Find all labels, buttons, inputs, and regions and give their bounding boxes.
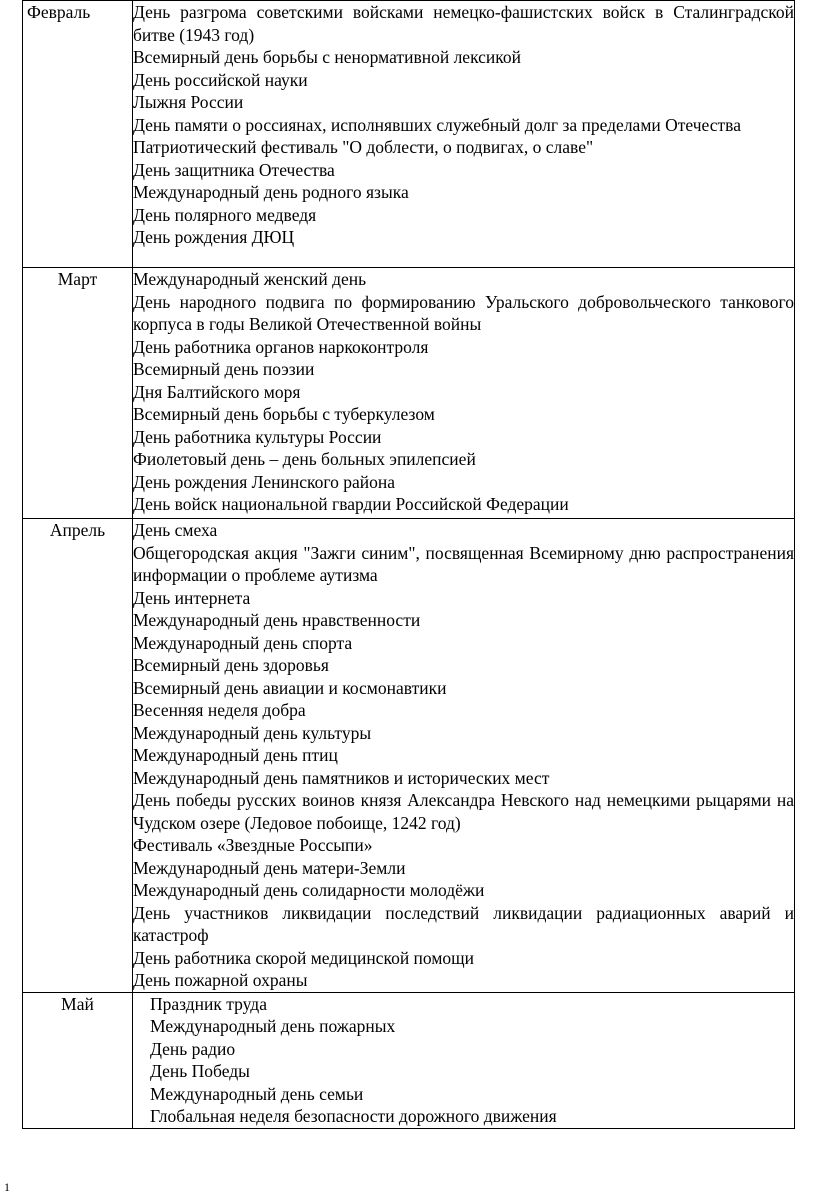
event-item: День пожарной охраны	[133, 970, 308, 990]
event-item: Международный день птиц	[133, 745, 338, 765]
event-item: День рождения ДЮЦ	[133, 227, 295, 247]
event-item: День интернета	[133, 587, 251, 608]
event-item: День полярного медведя	[133, 204, 317, 225]
event-item: День победы русских воинов князя Александра Невского над немецкими рыцарями на Чудском озере (Ледовое побоище, 1242 год)	[133, 790, 794, 833]
event-item: Общегородская акция "Зажги синим", посвященная Всемирному дню распространения информации о проблеме аутизма	[133, 542, 794, 585]
month-row	[23, 268, 795, 519]
event-item: Всемирный день поэзии	[133, 359, 315, 379]
events-calendar-table	[22, 0, 795, 1129]
event-item: День радио	[150, 1038, 236, 1059]
event-item: Международный день спорта	[133, 632, 353, 653]
event-item: Международный день культуры	[133, 722, 372, 743]
event-item: День работника культуры России	[133, 426, 382, 447]
event-item: Международный день родного языка	[133, 182, 409, 202]
event-item: День работника скорой медицинской помощи	[133, 947, 475, 968]
event-item: День работника органов наркоконтроля	[133, 336, 429, 357]
event-item: Международный день солидарности молодёжи	[133, 880, 485, 900]
event-item: День Победы	[150, 1061, 250, 1081]
event-list	[133, 519, 795, 993]
footnote-marker: 1	[4, 1180, 10, 1194]
event-item: Весенняя неделя добра	[133, 700, 306, 720]
event-item: Международный день семьи	[150, 1083, 364, 1104]
event-item: День российской науки	[133, 69, 308, 90]
event-item: Лыжня России	[133, 92, 244, 112]
event-item: Международный женский день	[133, 269, 367, 289]
event-item: Дня Балтийского моря	[133, 381, 301, 402]
event-item: День войск национальной гвардии Российской Федерации	[133, 494, 569, 514]
month-name: Май	[23, 992, 133, 1128]
event-item: Международный день памятников и исторических мест	[133, 767, 550, 788]
event-item: День рождения Ленинского района	[133, 471, 395, 492]
event-item: Международный день пожарных	[150, 1016, 396, 1036]
event-item: Международный день матери-Земли	[133, 857, 406, 878]
month-name: Апрель	[23, 519, 133, 993]
event-item: Всемирный день здоровья	[133, 655, 329, 675]
month-row	[23, 519, 795, 993]
event-item: Всемирный день борьбы с ненормативной лексикой	[133, 47, 521, 67]
event-item: День участников ликвидации последствий ликвидации радиационных аварий и катастроф	[133, 902, 794, 945]
event-item: Фиолетовый день – день больных эпилепсией	[133, 449, 476, 469]
event-item: День памяти о россиянах, исполнявших служебный долг за пределами Отечества	[133, 114, 741, 135]
event-item: День разгрома советскими войсками немецко-фашистских войск в Сталинградской битве (1943 год)	[133, 2, 794, 45]
event-item: Фестиваль «Звездные Россыпи»	[133, 835, 373, 855]
event-item: Праздник труда	[150, 993, 267, 1014]
month-row	[23, 1, 795, 268]
event-item: Всемирный день авиации и космонавтики	[133, 677, 447, 698]
event-item: Международный день нравственности	[133, 610, 421, 630]
event-item: Патриотический фестиваль "О доблести, о подвигах, о славе"	[133, 137, 594, 157]
event-list	[133, 268, 795, 519]
event-item: День смеха	[133, 520, 218, 540]
event-item: День народного подвига по формированию Уральского добровольческого танкового корпуса в годы Великой Отечественной войны	[133, 291, 794, 334]
event-item: Глобальная неделя безопасности дорожного движения	[150, 1106, 557, 1126]
event-list	[133, 992, 795, 1128]
month-name: Февраль	[23, 1, 133, 268]
month-row	[23, 992, 795, 1128]
month-name: Март	[23, 268, 133, 519]
event-item: День защитника Отечества	[133, 159, 335, 180]
event-item: Всемирный день борьбы с туберкулезом	[133, 404, 435, 424]
event-list	[133, 1, 795, 268]
